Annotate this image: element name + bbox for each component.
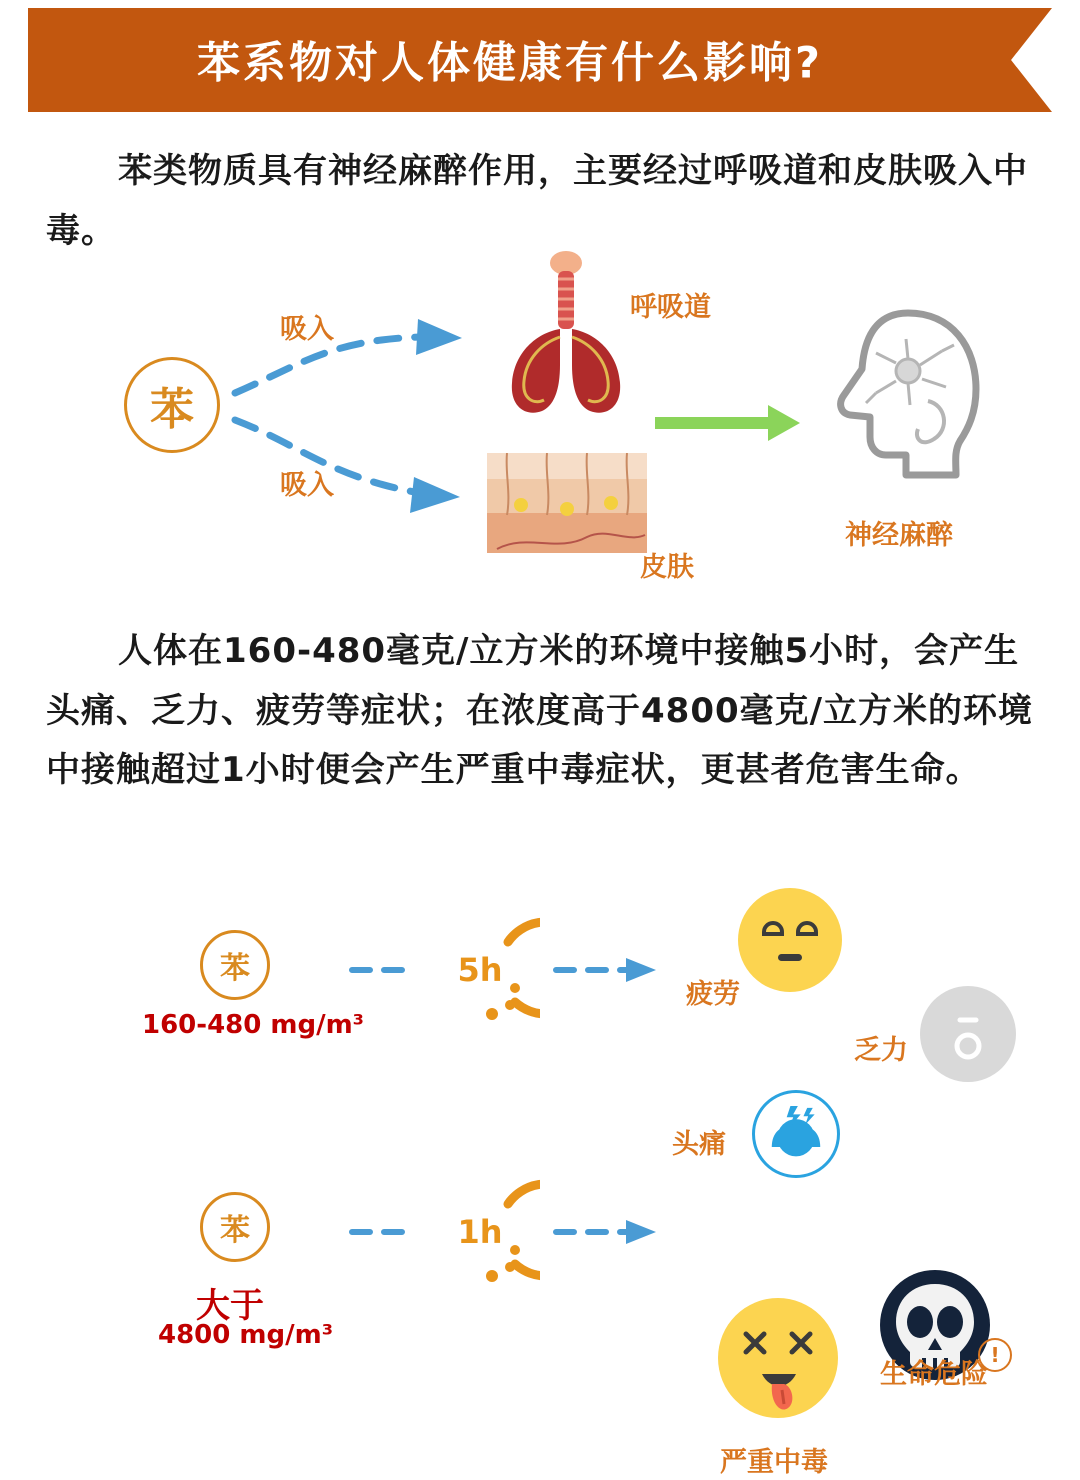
label-airway: 呼吸道 bbox=[630, 292, 711, 323]
severe-poisoning-face-icon bbox=[718, 1298, 838, 1418]
arrowhead-upper bbox=[416, 319, 462, 355]
duration-text-row1: 5h bbox=[457, 951, 503, 989]
page-header-banner bbox=[28, 8, 1052, 112]
lungs-illustration bbox=[486, 245, 646, 425]
arrowhead-lower bbox=[410, 477, 460, 513]
paragraph-dose-text: 人体在160-480毫克/立方米的环境中接触5小时，会产生头痛、乏力、疲劳等症状；在浓度高于4800毫克/立方米的环境中接触超过1小时便会产生严重中毒症状，更甚者危害生命。 bbox=[46, 631, 1034, 790]
label-inhale-upper: 吸入 bbox=[280, 314, 334, 345]
arrowhead-green bbox=[768, 405, 800, 441]
concentration-row1: 160-480 mg/m³ bbox=[142, 1010, 365, 1040]
alert-exclamation-icon: ! bbox=[978, 1338, 1012, 1372]
symptom-label-weakness: 乏力 bbox=[854, 1035, 908, 1066]
duration-ring-row1 bbox=[420, 910, 540, 1030]
symptom-label-severe-poisoning: 严重中毒 bbox=[720, 1447, 828, 1478]
exposure-route-diagram bbox=[0, 245, 1080, 605]
symptom-label-fatigue: 疲劳 bbox=[686, 979, 740, 1010]
headache-face-icon bbox=[752, 1090, 840, 1178]
arrowhead-row2 bbox=[626, 1220, 656, 1244]
dose-duration-diagram bbox=[0, 900, 1080, 1480]
benzene-label-row1: 苯 bbox=[220, 951, 250, 986]
concentration-prefix-row2: 大于 bbox=[196, 1286, 264, 1326]
paragraph-intro bbox=[46, 142, 1036, 261]
duration-ring-row2 bbox=[420, 1172, 540, 1292]
arrowhead-row1 bbox=[626, 958, 656, 982]
symptom-label-life-danger: 生命危险 bbox=[880, 1359, 988, 1390]
skin-illustration bbox=[487, 453, 647, 553]
label-inhale-lower: 吸入 bbox=[280, 470, 334, 501]
benzene-source-circle bbox=[124, 357, 220, 453]
head-illustration bbox=[810, 305, 990, 495]
page-title: 苯系物对人体健康有什么影响? bbox=[197, 38, 823, 89]
label-neural-narcosis: 神经麻醉 bbox=[845, 520, 953, 551]
benzene-circle-row1 bbox=[200, 930, 270, 1000]
label-skin: 皮肤 bbox=[640, 552, 694, 583]
dose-arrows bbox=[0, 900, 1080, 1480]
symptom-label-headache: 头痛 bbox=[672, 1129, 726, 1160]
duration-text-row2: 1h bbox=[457, 1213, 503, 1251]
weakness-face-icon bbox=[920, 986, 1016, 1082]
fatigue-face-icon bbox=[738, 888, 842, 992]
benzene-label: 苯 bbox=[150, 384, 194, 435]
paragraph-dose bbox=[46, 622, 1046, 801]
paragraph-intro-text: 苯类物质具有神经麻醉作用，主要经过呼吸道和皮肤吸入中毒。 bbox=[46, 151, 1028, 251]
benzene-circle-row2 bbox=[200, 1192, 270, 1262]
concentration-row2: 4800 mg/m³ bbox=[158, 1320, 334, 1350]
benzene-label-row2: 苯 bbox=[220, 1213, 250, 1248]
